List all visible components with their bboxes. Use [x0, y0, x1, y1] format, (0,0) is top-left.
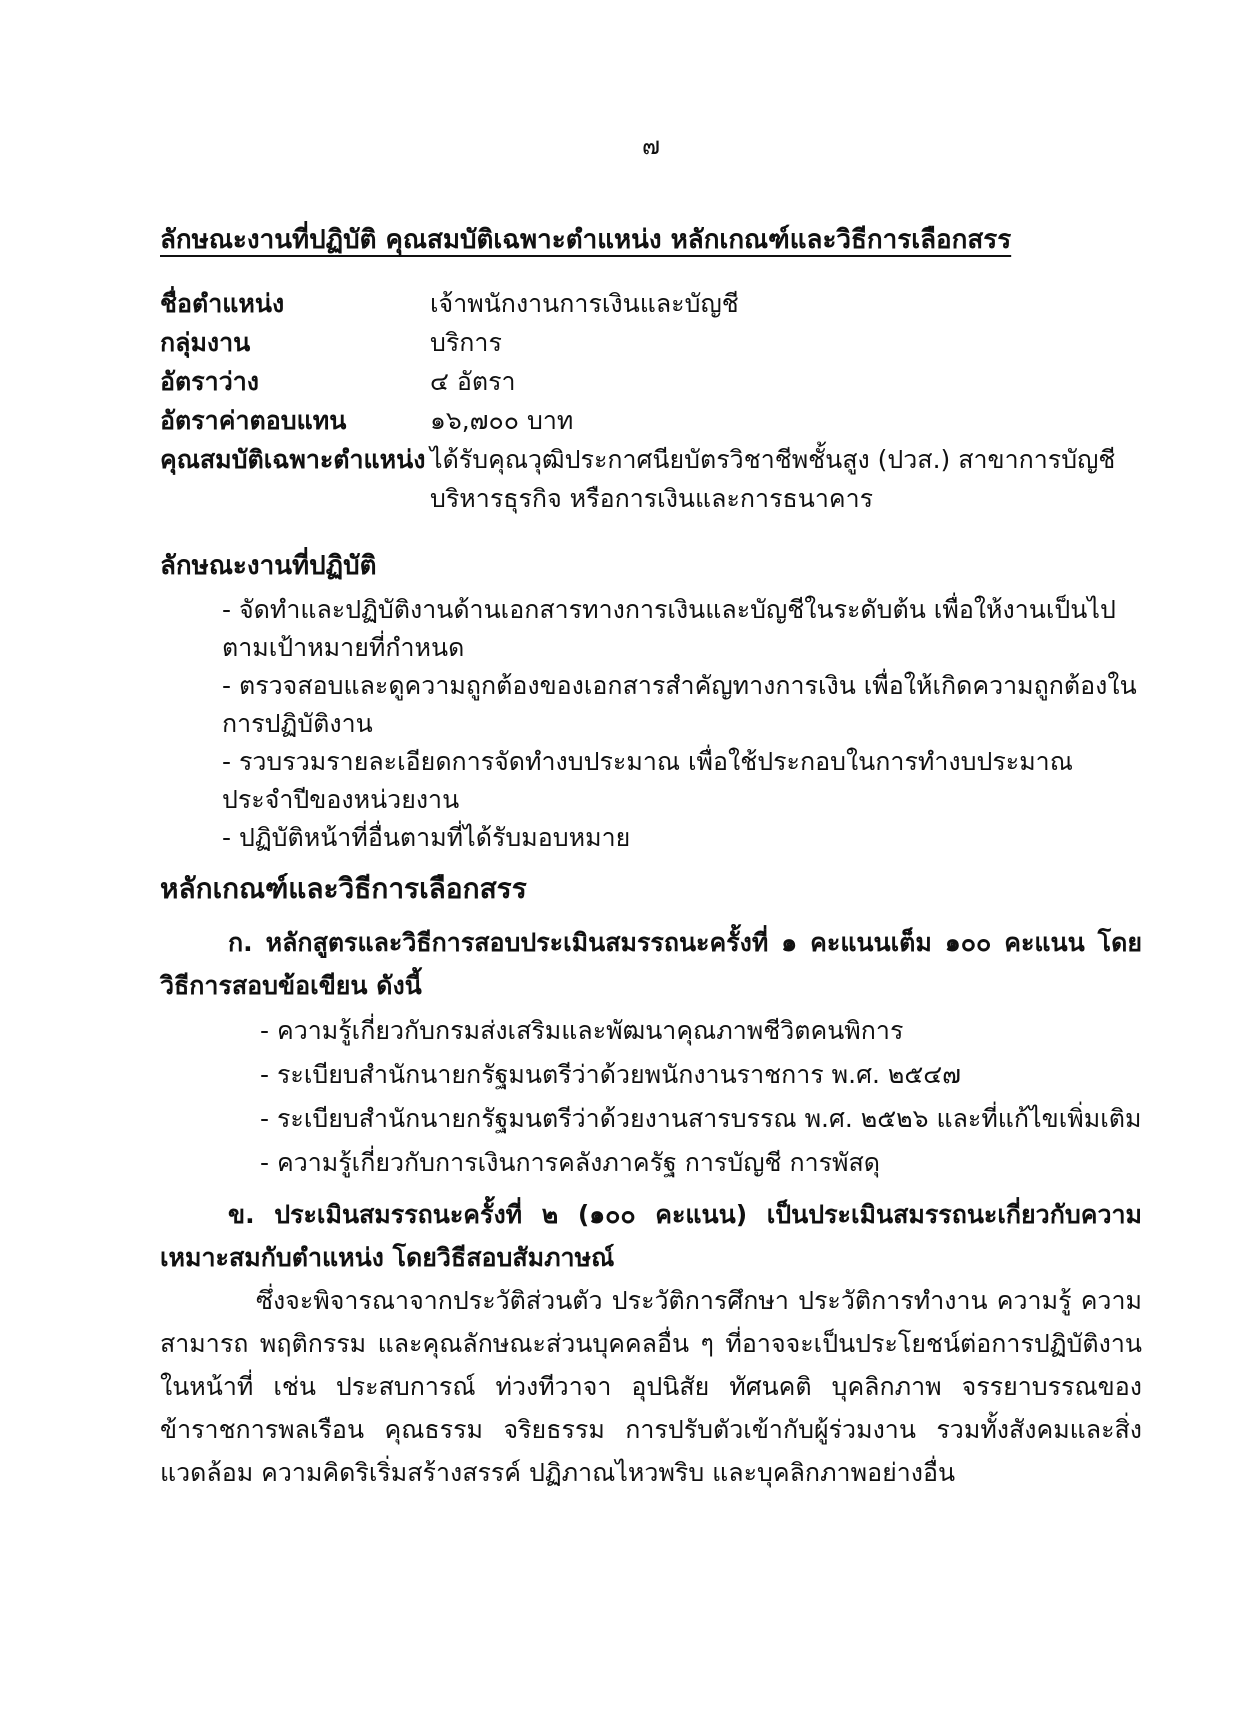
exam-topic-item: - ความรู้เกี่ยวกับกรมส่งเสริมและพัฒนาคุณภาพชีวิตคนพิการ: [260, 1016, 904, 1045]
info-row-position-title: [160, 284, 1142, 323]
exam-topic-item: - ระเบียบสำนักนายกรัฐมนตรีว่าด้วยงานสารบรรณ พ.ศ. ๒๕๒๖ และที่แก้ไขเพิ่มเติม: [260, 1104, 1142, 1133]
document-title: ลักษณะงานที่ปฏิบัติ คุณสมบัติเฉพาะตำแหน่ง หลักเกณฑ์และวิธีการเลือกสรร: [160, 225, 1012, 255]
vacancies-label: อัตราว่าง: [160, 367, 259, 396]
exam-topic-item: - ความรู้เกี่ยวกับการเงินการคลังภาครัฐ การบัญชี การพัสดุ: [260, 1148, 881, 1177]
duty-item: - จัดทำและปฏิบัติงานด้านเอกสารทางการเงินและบัญชีในระดับต้น เพื่อให้งานเป็นไปตามเป้าหมายที่กำหนด: [222, 595, 1116, 662]
duty-item: - ตรวจสอบและดูความถูกต้องของเอกสารสำคัญทางการเงิน เพื่อให้เกิดความถูกต้องในการปฏิบัติงาน: [222, 671, 1137, 738]
qualifications-label: คุณสมบัติเฉพาะตำแหน่ง: [160, 445, 426, 474]
duties-list: [160, 591, 1142, 857]
salary-label: อัตราค่าตอบแทน: [160, 406, 347, 435]
position-title-value: เจ้าพนักงานการเงินและบัญชี: [430, 289, 739, 318]
info-row-vacancies: [160, 362, 1142, 401]
qualifications-value: ได้รับคุณวุฒิประกาศนียบัตรวิชาชีพชั้นสูง (ปวส.) สาขาการบัญชี บริหารธุรกิจ หรือการเงินและการธนาคาร: [430, 445, 1116, 513]
salary-value: ๑๖,๗๐๐ บาท: [430, 406, 574, 435]
work-group-label: กลุ่มงาน: [160, 328, 251, 357]
written-exam-intro: ก. หลักสูตรและวิธีการสอบประเมินสมรรถนะครั้งที่ ๑ คะแนนเต็ม ๑๐๐ คะแนน โดยวิธีการสอบข้อเขียน ดังนี้: [160, 928, 1142, 1000]
duties-heading: ลักษณะงานที่ปฏิบัติ: [160, 551, 377, 581]
info-row-salary: [160, 401, 1142, 440]
info-row-qualifications: [160, 440, 1142, 518]
duty-item: - ปฏิบัติหน้าที่อื่นตามที่ได้รับมอบหมาย: [222, 823, 631, 852]
interview-detail-paragraph: ซึ่งจะพิจารณาจากประวัติส่วนตัว ประวัติการศึกษา ประวัติการทำงาน ความรู้ ความสามารถ พฤติกรรม และคุณลักษณะส่วนบุคคลอื่น ๆ ที่อาจจะเป็นประโยชน์ต่อการปฏิบัติงานในหน้าที่ เช่น ประสบการณ์ ท่วงทีวาจา อุปนิสัย ทัศนคติ บุคลิกภาพ จรรยาบรรณของข้าราชการพลเรือน คุณธรรม จริยธรรม การปรับตัวเข้ากับผู้ร่วมงาน รวมทั้งสังคมและสิ่งแวดล้อม ความคิดริเริ่มสร้างสรรค์ ปฏิภาณไหวพริบ และบุคลิกภาพอย่างอื่น: [160, 1286, 1142, 1487]
position-title-label: ชื่อตำแหน่ง: [160, 289, 285, 318]
duty-item: - รวบรวมรายละเอียดการจัดทำงบประมาณ เพื่อใช้ประกอบในการทำงบประมาณประจำปีของหน่วยงาน: [222, 747, 1073, 814]
interview-exam-intro: ข. ประเมินสมรรถนะครั้งที่ ๒ (๑๐๐ คะแนน) เป็นประเมินสมรรถนะเกี่ยวกับความเหมาะสมกับตำแหน่ง โดยวิธีสอบสัมภาษณ์: [160, 1200, 1142, 1272]
selection-heading: หลักเกณฑ์และวิธีการเลือกสรร: [160, 872, 527, 905]
info-row-work-group: [160, 323, 1142, 362]
position-info: [160, 284, 1142, 518]
page-number: ๗: [641, 132, 661, 160]
vacancies-value: ๔ อัตรา: [430, 367, 516, 396]
work-group-value: บริการ: [430, 328, 502, 357]
exam-topic-item: - ระเบียบสำนักนายกรัฐมนตรีว่าด้วยพนักงานราชการ พ.ศ. ๒๕๔๗: [260, 1060, 961, 1089]
exam-topics-list: [160, 1009, 1142, 1185]
